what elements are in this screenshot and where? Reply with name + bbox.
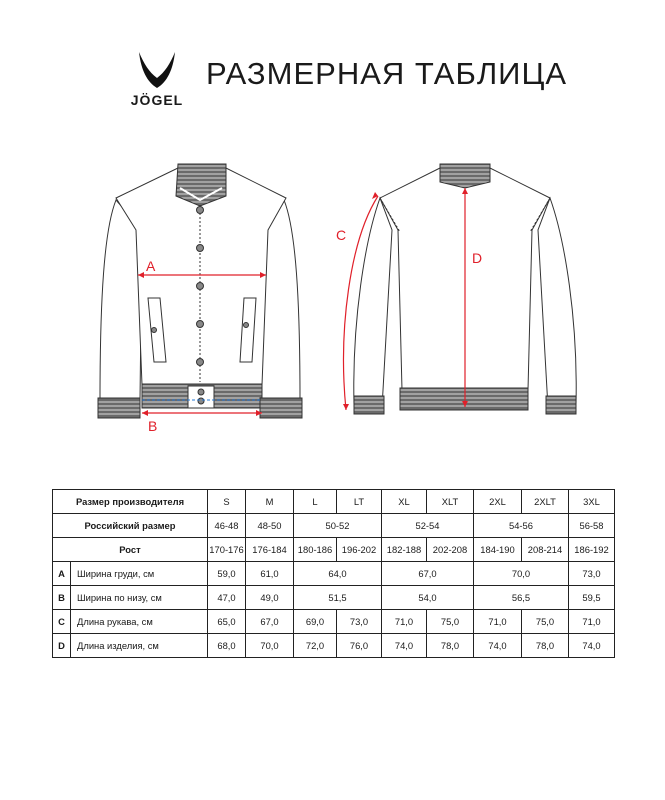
- value-cell: 74,0: [569, 634, 615, 658]
- value-cell: 76,0: [337, 634, 382, 658]
- label-d: D: [472, 250, 483, 266]
- size-cell: XL: [382, 490, 427, 514]
- value-cell: 75,0: [427, 610, 474, 634]
- jacket-diagram: [0, 140, 665, 440]
- value-cell: 72,0: [294, 634, 337, 658]
- table-row-russian: [53, 514, 615, 538]
- value-cell: 67,0: [382, 562, 474, 586]
- value-cell: 64,0: [294, 562, 382, 586]
- row-name: Ширина по низу, см: [71, 586, 208, 610]
- size-cell: 3XL: [569, 490, 615, 514]
- row-code: B: [53, 586, 71, 610]
- russian-cell: 52-54: [382, 514, 474, 538]
- russian-cell: 46-48: [208, 514, 246, 538]
- height-cell: 208-214: [522, 538, 569, 562]
- height-label: Рост: [53, 538, 208, 562]
- value-cell: 70,0: [474, 562, 569, 586]
- size-cell: XLT: [427, 490, 474, 514]
- measure-b: [142, 410, 262, 416]
- value-cell: 54,0: [382, 586, 474, 610]
- size-cell: S: [208, 490, 246, 514]
- russian-cell: 50-52: [294, 514, 382, 538]
- value-cell: 78,0: [522, 634, 569, 658]
- value-cell: 61,0: [246, 562, 294, 586]
- table-row-c: [53, 610, 615, 634]
- row-name: Длина рукава, см: [71, 610, 208, 634]
- value-cell: 67,0: [246, 610, 294, 634]
- value-cell: 68,0: [208, 634, 246, 658]
- row-name: Длина изделия, см: [71, 634, 208, 658]
- height-cell: 196-202: [337, 538, 382, 562]
- size-table: [52, 489, 615, 658]
- logo-text: JÖGEL: [130, 92, 184, 108]
- label-c: C: [336, 227, 347, 243]
- brand-logo: [122, 50, 192, 112]
- row-code: C: [53, 610, 71, 634]
- label-a: A: [146, 258, 156, 274]
- page-title: РАЗМЕРНАЯ ТАБЛИЦА: [206, 56, 568, 91]
- value-cell: 71,0: [474, 610, 522, 634]
- value-cell: 71,0: [382, 610, 427, 634]
- value-cell: 49,0: [246, 586, 294, 610]
- value-cell: 65,0: [208, 610, 246, 634]
- height-cell: 202-208: [427, 538, 474, 562]
- table-row-height: [53, 538, 615, 562]
- jacket-front: [98, 164, 302, 418]
- table-row-d: [53, 634, 615, 658]
- value-cell: 56,5: [474, 586, 569, 610]
- russian-cell: 48-50: [246, 514, 294, 538]
- value-cell: 75,0: [522, 610, 569, 634]
- height-cell: 182-188: [382, 538, 427, 562]
- table-row-b: [53, 586, 615, 610]
- label-b: B: [148, 418, 158, 434]
- height-cell: 170-176: [208, 538, 246, 562]
- height-cell: 180-186: [294, 538, 337, 562]
- value-cell: 69,0: [294, 610, 337, 634]
- value-cell: 59,0: [208, 562, 246, 586]
- russian-cell: 56-58: [569, 514, 615, 538]
- logo-mark-icon: [135, 50, 179, 90]
- height-cell: 176-184: [246, 538, 294, 562]
- height-cell: 184-190: [474, 538, 522, 562]
- table-row-a: [53, 562, 615, 586]
- value-cell: 70,0: [246, 634, 294, 658]
- manufacturer-label: Размер производителя: [53, 490, 208, 514]
- russian-cell: 54-56: [474, 514, 569, 538]
- value-cell: 73,0: [569, 562, 615, 586]
- height-cell: 186-192: [569, 538, 615, 562]
- russian-label: Российский размер: [53, 514, 208, 538]
- row-name: Ширина груди, см: [71, 562, 208, 586]
- value-cell: 51,5: [294, 586, 382, 610]
- table-row-manufacturer: [53, 490, 615, 514]
- size-cell: M: [246, 490, 294, 514]
- row-code: A: [53, 562, 71, 586]
- value-cell: 74,0: [474, 634, 522, 658]
- size-cell: L: [294, 490, 337, 514]
- row-code: D: [53, 634, 71, 658]
- size-cell: 2XL: [474, 490, 522, 514]
- value-cell: 74,0: [382, 634, 427, 658]
- value-cell: 59,5: [569, 586, 615, 610]
- size-cell: LT: [337, 490, 382, 514]
- size-cell: 2XLT: [522, 490, 569, 514]
- value-cell: 47,0: [208, 586, 246, 610]
- value-cell: 73,0: [337, 610, 382, 634]
- value-cell: 71,0: [569, 610, 615, 634]
- value-cell: 78,0: [427, 634, 474, 658]
